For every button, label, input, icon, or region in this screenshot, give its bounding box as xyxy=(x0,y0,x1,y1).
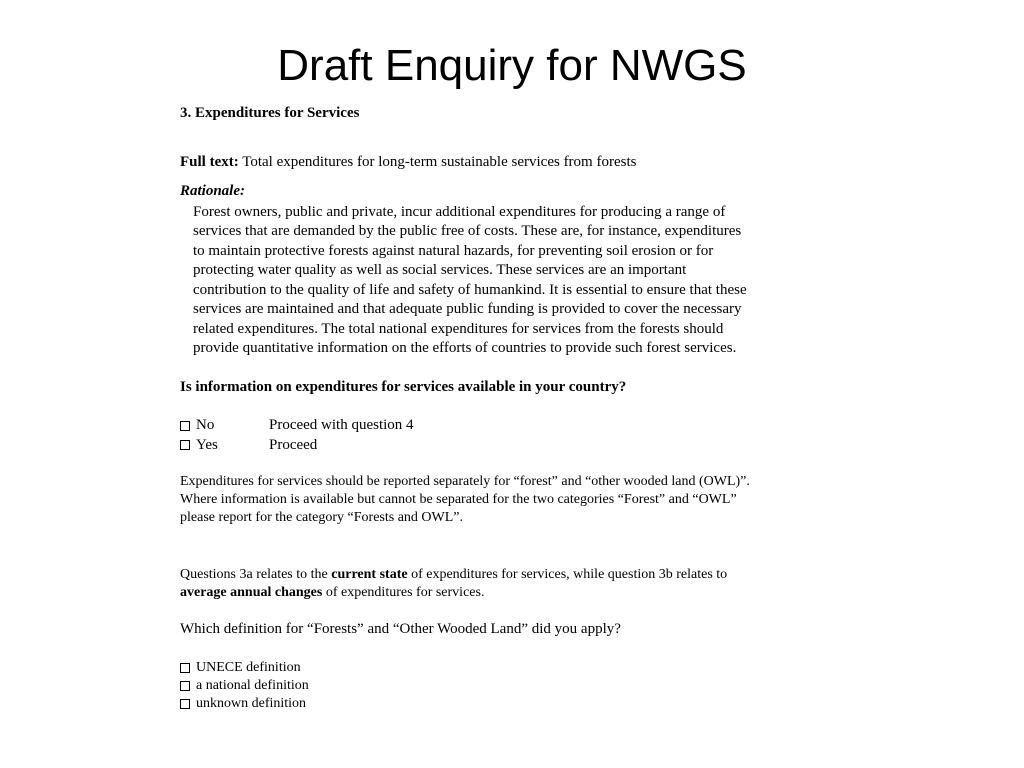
option-unece[interactable] xyxy=(180,659,860,677)
checkbox-national[interactable] xyxy=(180,681,190,691)
availability-options xyxy=(180,416,860,455)
option-unknown[interactable] xyxy=(180,695,860,713)
note-line: Where information is available but cannot be separated for the two categories “Forest” and “OWL” xyxy=(180,492,737,507)
definition-question: Which definition for “Forests” and “Other Wooded Land” did you apply? xyxy=(180,621,621,637)
note-line: please report for the category “Forests and OWL”. xyxy=(180,510,463,525)
full-text-paragraph xyxy=(180,153,860,173)
checkbox-unece[interactable] xyxy=(180,663,190,673)
rationale-line: protecting water quality as well as social services. These services are an important xyxy=(193,262,687,278)
rationale-line: Forest owners, public and private, incur additional expenditures for producing a range of xyxy=(193,203,726,220)
rationale-label: Rationale: xyxy=(180,183,246,199)
option-no-action: Proceed with question 4 xyxy=(269,417,414,433)
option-unece-label: UNECE definition xyxy=(196,659,301,675)
full-text-label: Full text: xyxy=(180,153,239,170)
slide-title: Draft Enquiry for NWGS xyxy=(277,41,747,90)
rationale-line: provide quantitative information on the efforts of countries to provide such forest services. xyxy=(193,340,737,356)
option-yes-action: Proceed xyxy=(269,436,318,453)
section-heading: 3. Expenditures for Services xyxy=(180,105,360,121)
questions-note-text: Questions 3a relates to the xyxy=(180,567,332,582)
questions-note-line xyxy=(180,566,860,584)
questions-note-text: of expenditures for services, while question 3b relates to xyxy=(407,567,728,582)
option-no[interactable] xyxy=(180,416,860,436)
current-state-emphasis: current state xyxy=(331,567,408,582)
average-changes-emphasis: average annual changes xyxy=(180,585,323,600)
definition-options xyxy=(180,659,860,713)
rationale-text xyxy=(193,203,860,359)
option-unknown-label: unknown definition xyxy=(196,695,307,711)
option-national-label: a national definition xyxy=(196,677,309,693)
full-text-value: Total expenditures for long-term sustainable services from forests xyxy=(238,153,637,170)
rationale-line: to maintain protective forests against natural hazards, for preventing soil erosion or for xyxy=(193,242,714,259)
checkbox-no[interactable] xyxy=(180,421,190,431)
availability-question: Is information on expenditures for services available in your country? xyxy=(180,378,627,395)
document-body xyxy=(180,104,860,713)
rationale-line: services that are demanded by the public free of costs. These are, for instance, expenditures xyxy=(193,223,742,239)
option-national[interactable] xyxy=(180,677,860,695)
option-no-label: No xyxy=(196,417,215,433)
questions-note xyxy=(180,566,860,602)
note-line: Expenditures for services should be reported separately for “forest” and “other wooded land (OWL)”. xyxy=(180,474,750,489)
reporting-note xyxy=(180,473,860,527)
rationale-line: services are maintained and that adequate public funding is provided to cover the necessary xyxy=(193,301,742,317)
questions-note-line xyxy=(180,584,860,602)
option-yes-label: Yes xyxy=(196,436,218,453)
rationale-line: contribution to the quality of life and safety of humankind. It is essential to ensure that these xyxy=(193,281,747,298)
checkbox-unknown[interactable] xyxy=(180,699,190,709)
questions-note-text: of expenditures for services. xyxy=(322,585,485,600)
rationale-line: related expenditures. The total national expenditures for services from the forests should xyxy=(193,320,724,337)
option-yes[interactable] xyxy=(180,436,860,456)
checkbox-yes[interactable] xyxy=(180,440,190,450)
